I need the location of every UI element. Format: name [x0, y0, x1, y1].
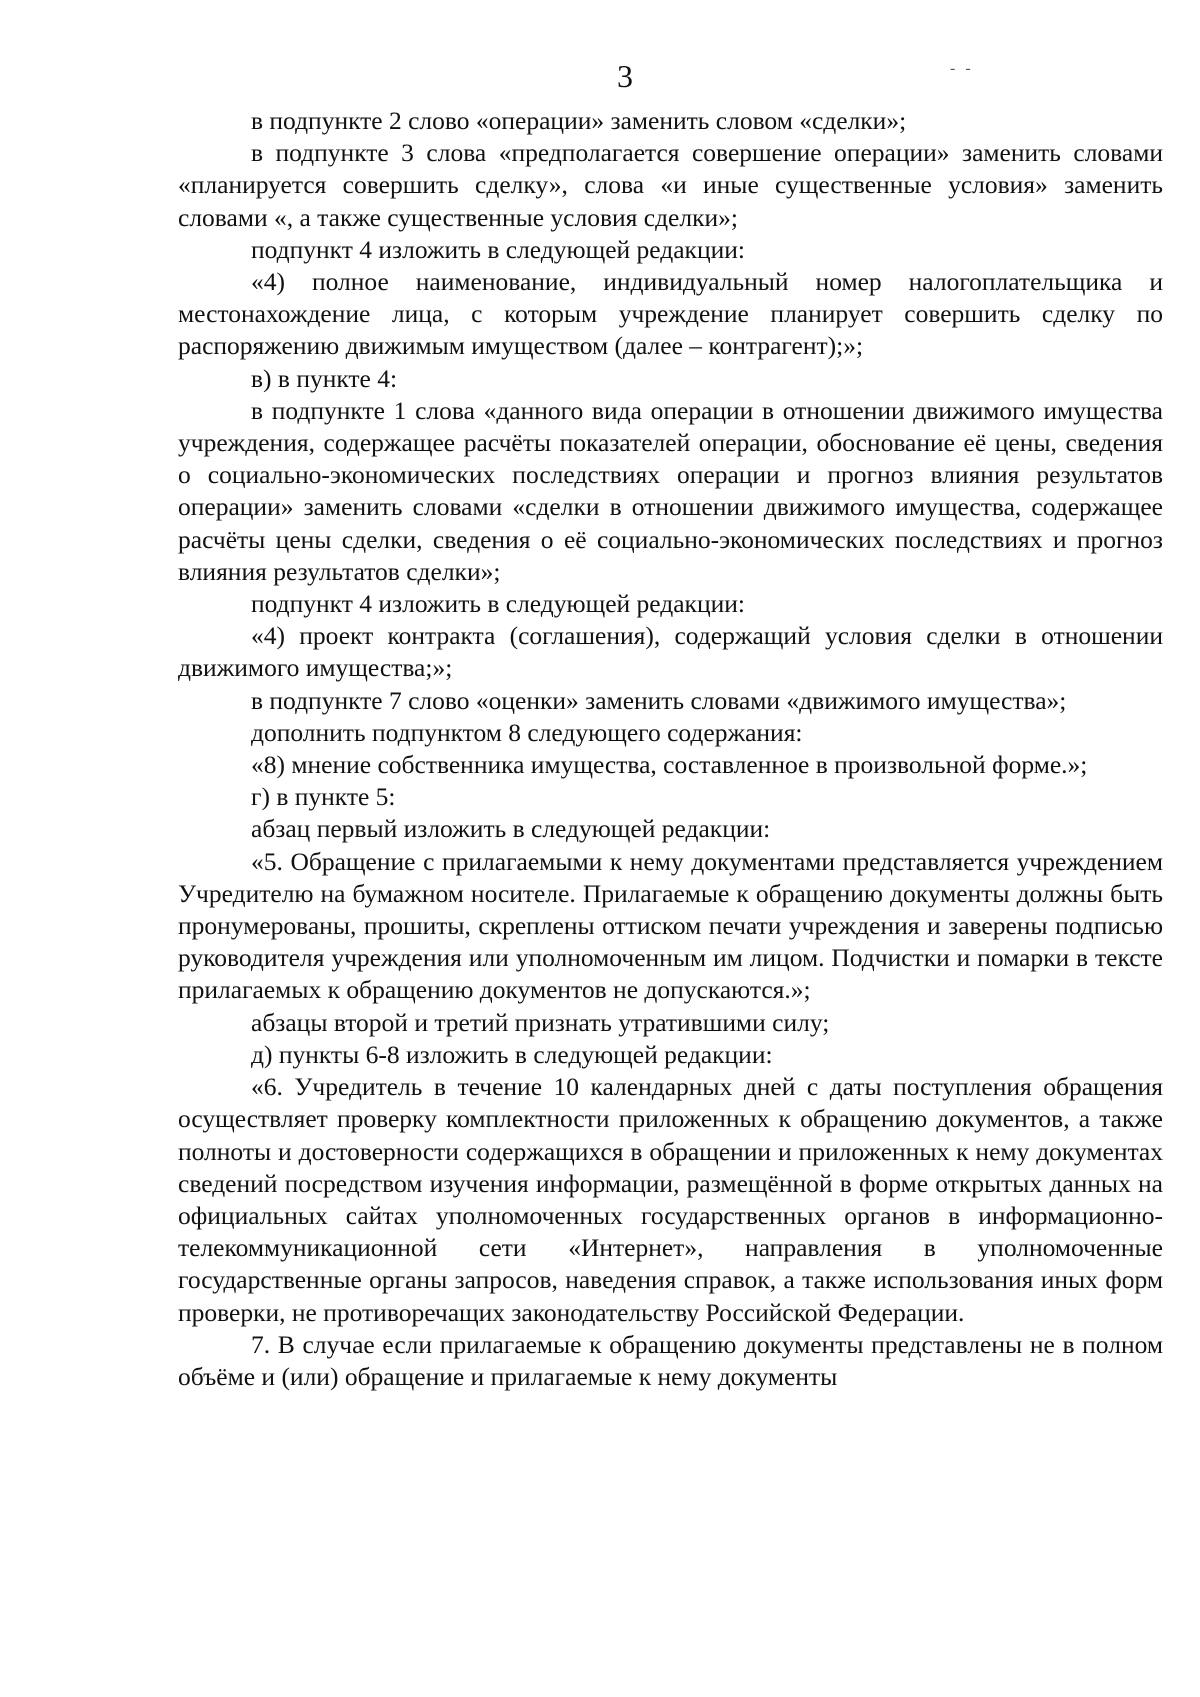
page-number: 3: [617, 58, 633, 94]
corner-mark: - -: [950, 60, 974, 77]
paragraph: г) в пункте 5:: [251, 782, 396, 812]
paragraph: д) пункты 6-8 изложить в следующей редакции:: [251, 1039, 773, 1069]
paragraph: «6. Учредитель в течение 10 календарных дней с даты поступления обращения осуществляет проверку комплектности приложенных к обращению документов, а также полноты и достоверности содержащихся в обращении и приложенных к нему документах сведений посредством изучения информации, размещённой в форме открытых данных на официальных сайтах уполномоченных государственных органов в информационно-телекоммуникационной сети «Интернет», направления в уполномоченные государственные органы запросов, наведения справок, а также использования иных форм проверки, не противоречащих законодательству Российской Федерации.: [178, 1072, 1163, 1327]
paragraph: «8) мнение собственника имущества, составленное в произвольной форме.»;: [251, 750, 1088, 780]
paragraph: «5. Обращение с прилагаемыми к нему документами представляется учреждением Учредителю на бумажном носителе. Прилагаемые к обращению документы должны быть пронумерованы, прошиты, скреплены оттиском печати учреждения и заверены подписью руководителя учреждения или уполномоченным им лицом. Подчистки и помарки в тексте прилагаемых к обращению документов не допускаются.»;: [178, 846, 1163, 1005]
paragraph: «4) полное наименование, индивидуальный номер налогоплательщика и местонахождение лица, с которым учреждение планирует совершить сделку по распоряжению движимым имуществом (далее – контрагент);»;: [178, 267, 1163, 361]
paragraph: в подпункте 3 слова «предполагается совершение операции» заменить словами «планируется совершить сделку», слова «и иные существенные условия» заменить словами «, а также существенные условия сделки»;: [178, 138, 1163, 232]
paragraph: абзац первый изложить в следующей редакции:: [251, 814, 771, 844]
document-body: [178, 105, 1163, 1393]
paragraph: подпункт 4 изложить в следующей редакции:: [251, 234, 745, 264]
paragraph: «4) проект контракта (соглашения), содержащий условия сделки в отношении движимого имущества;»;: [178, 621, 1163, 683]
paragraph: дополнить подпунктом 8 следующего содержания:: [251, 717, 803, 747]
paragraph: 7. В случае если прилагаемые к обращению документы представлены не в полном объёме и (или) обращение и прилагаемые к нему документы: [178, 1329, 1163, 1391]
paragraph: в подпункте 2 слово «операции» заменить словом «сделки»;: [251, 106, 907, 135]
paragraph: абзацы второй и третий признать утратившими силу;: [251, 1007, 830, 1037]
paragraph: подпункт 4 изложить в следующей редакции:: [251, 589, 745, 619]
paragraph: в) в пункте 4:: [251, 363, 398, 393]
paragraph: в подпункте 7 слово «оценки» заменить словами «движимого имущества»;: [251, 685, 1067, 715]
paragraph: в подпункте 1 слова «данного вида операции в отношении движимого имущества учреждения, содержащее расчёты показателей операции, обоснование её цены, сведения о социально-экономических последствиях операции и прогноз влияния результатов операции» заменить словами «сделки в отношении движимого имущества, содержащее расчёты цены сделки, сведения о её социально-экономических последствиях и прогноз влияния результатов сделки»;: [178, 395, 1163, 586]
